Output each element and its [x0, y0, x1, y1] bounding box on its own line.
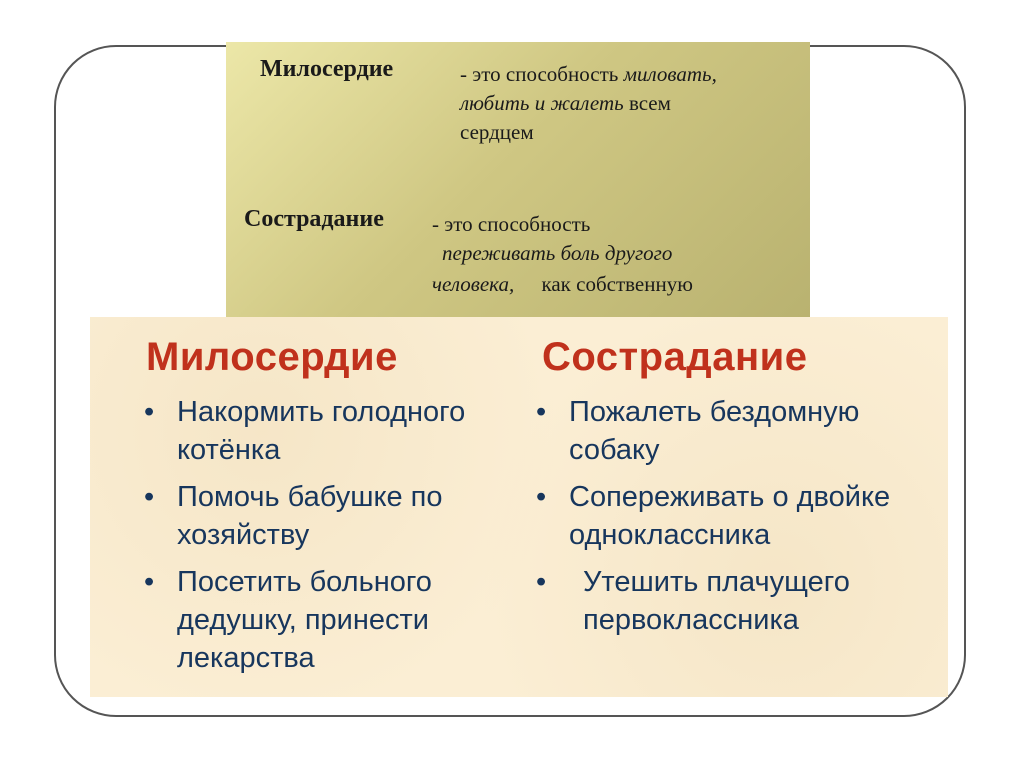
compassion-definition-italic-2: переживать боль другого	[442, 241, 673, 265]
compassion-definition-plain-3: как собственную	[541, 272, 693, 296]
mercy-definition-prefix: - это способность	[460, 62, 619, 86]
compassion-definition-italic-3: человека,	[432, 272, 515, 296]
compassion-definition-line-2	[442, 239, 672, 268]
mercy-definition-line-1	[460, 60, 717, 89]
list-item: • Пожалеть бездомную собаку	[536, 393, 896, 469]
mercy-definition-italic-2: любить и жалеть	[460, 91, 624, 115]
examples-panel	[90, 317, 948, 697]
compassion-term: Сострадание	[244, 206, 384, 232]
definitions-panel	[226, 42, 810, 320]
list-item: • Помочь бабушке по хозяйству	[144, 478, 504, 554]
compassion-definition-line-1: - это способность	[432, 212, 591, 236]
mercy-definition-italic-1: миловать,	[623, 62, 717, 86]
list-item: • Накормить голодного котёнка	[144, 393, 504, 469]
mercy-column-title: Милосердие	[146, 335, 398, 379]
mercy-definition-plain-2: всем	[628, 91, 671, 115]
mercy-term: Милосердие	[260, 56, 394, 82]
list-item: • Сопереживать о двойке одноклассника	[536, 478, 896, 554]
compassion-column-title: Сострадание	[542, 335, 808, 379]
mercy-examples-list	[144, 393, 504, 686]
list-item: • Посетить больного дедушку, принести лекарства	[144, 563, 504, 677]
list-item: • Утешить плачущего первоклассника	[536, 563, 896, 639]
compassion-definition-line-3	[432, 270, 693, 299]
mercy-definition-line-3: сердцем	[460, 120, 534, 144]
compassion-examples-list	[536, 393, 896, 648]
mercy-definition-line-2	[460, 89, 671, 118]
